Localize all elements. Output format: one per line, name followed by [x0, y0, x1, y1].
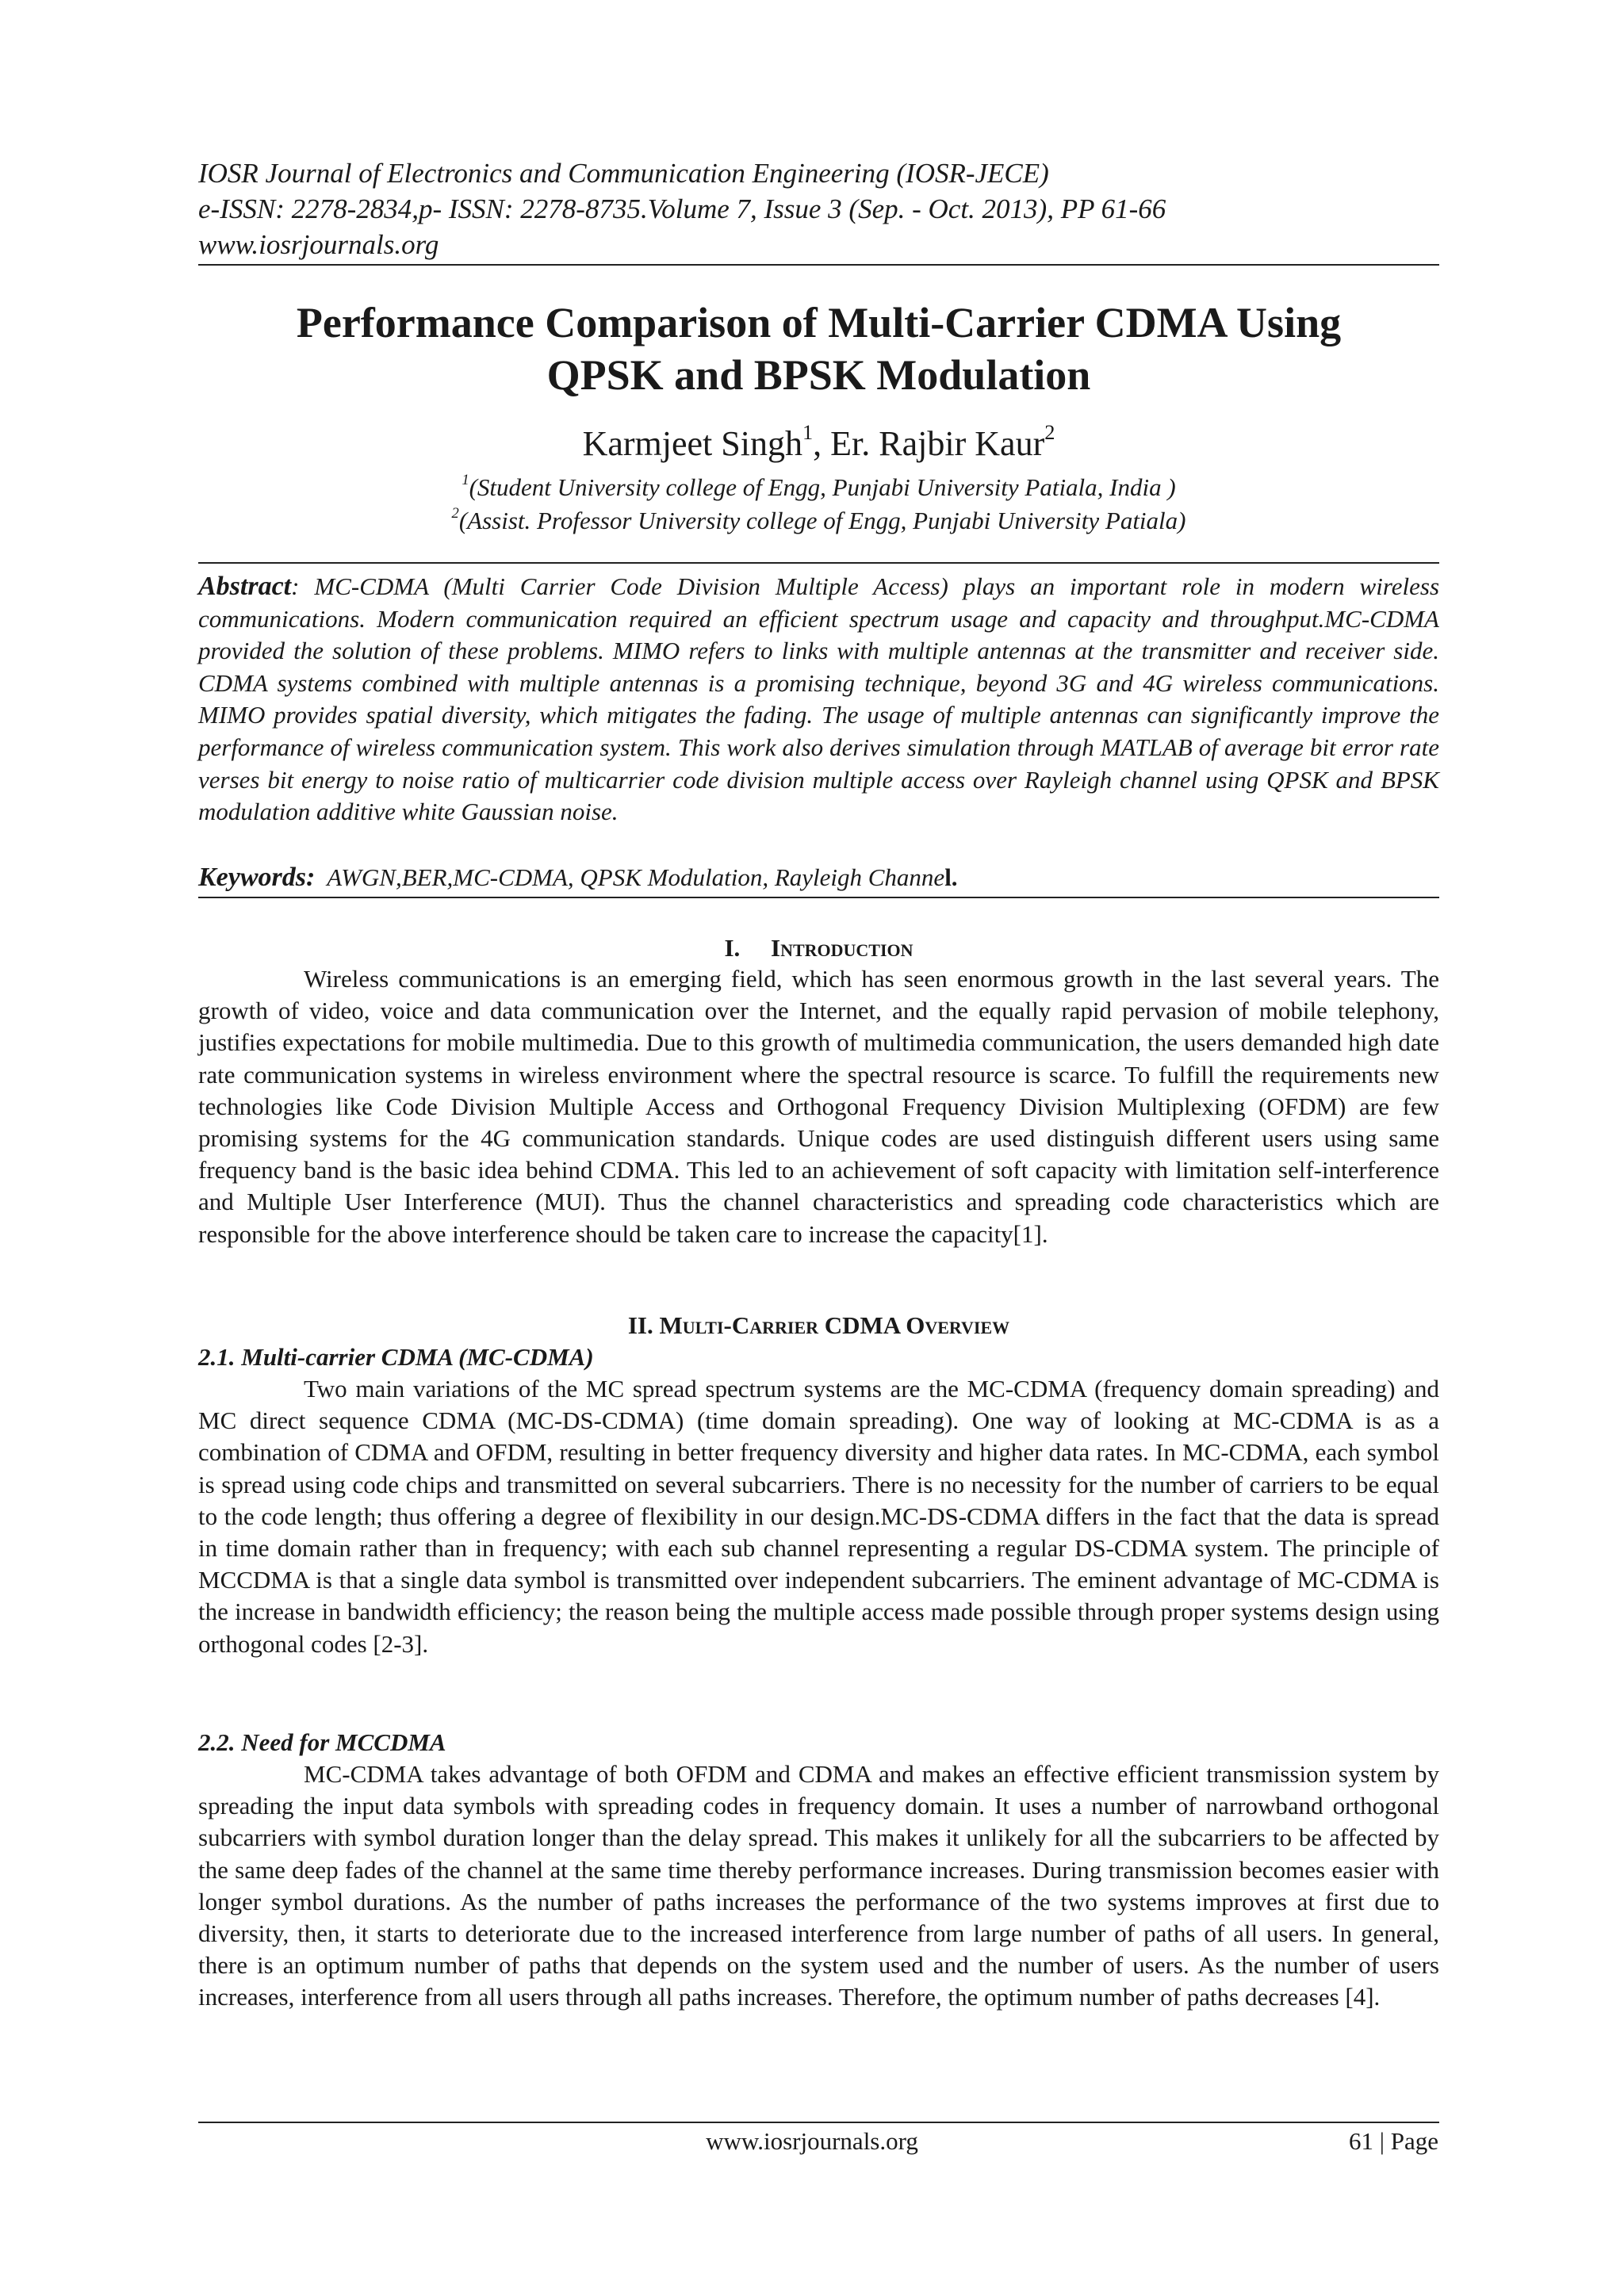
footer-url: www.iosrjournals.org [706, 2127, 918, 2155]
section-1-number: I. [724, 934, 741, 962]
keywords-tail: l. [944, 863, 958, 891]
abstract-rule-top [198, 562, 1439, 564]
abstract [198, 571, 1439, 828]
keywords-label: Keywords: [198, 863, 316, 892]
journal-header [198, 155, 1435, 262]
affiliation-1-text: (Student University college of Engg, Punjabi University Patiala, India ) [469, 473, 1176, 501]
affiliation-1 [198, 472, 1439, 503]
abstract-colon: : [291, 572, 315, 600]
affiliation-2-sup: 2 [451, 504, 459, 522]
title-line-1: Performance Comparison of Multi-Carrier CDMA Using [296, 299, 1342, 346]
author-list [198, 422, 1439, 466]
author-1-sup: 1 [802, 420, 814, 445]
author-2-sup: 2 [1044, 420, 1055, 445]
subsection-2-1-title: 2.1. Multi-carrier CDMA (MC-CDMA) [198, 1343, 594, 1371]
abstract-rule-bottom [198, 897, 1439, 898]
section-2-title: Multi-Carrier CDMA Overview [659, 1311, 1010, 1339]
section-1-heading [198, 932, 1439, 964]
footer-rule [198, 2122, 1439, 2123]
affiliation-1-sup: 1 [462, 471, 469, 488]
section-2-number: II. [627, 1311, 653, 1339]
abstract-text: MC-CDMA (Multi Carrier Code Division Multiple Access) plays an important role in modern wireless communications. Modern communication required an efficient spectrum usage and capacity and throughput.MC-CDMA provided the solution of these problems. MIMO refers to links with multiple antennas at the transmitter and receiver side. CDMA systems combined with multiple antennas is a promising technique, beyond 3G and 4G wireless communications. MIMO provides spatial diversity, which mitigates the fading. The usage of multiple antennas can significantly improve the performance of wireless communication system. This work also derives simulation through MATLAB of average bit error rate verses bit energy to noise ratio of multicarrier code division multiple access over Rayleigh channel using QPSK and BPSK modulation additive white Gaussian noise. [198, 572, 1440, 826]
subsection-2-2-paragraph: MC-CDMA takes advantage of both OFDM and CDMA and makes an effective efficient transmission system by spreading the input data symbols with spreading codes in frequency domain. It uses a number of narrowband orthogonal subcarriers with symbol duration longer than the delay spread. This makes it unlikely for all the subcarriers to be affected by the same deep fades of the channel at the same time thereby performance increases. During transmission becomes easier with longer symbol durations. As the number of paths increases the performance of the two systems improves at first due to diversity, then, it starts to deteriorate due to the increased interference from large number of paths of all users. In general, there is an optimum number of paths that depends on the system used and the number of users. As the number of users increases, interference from all users through all paths increases. Therefore, the optimum number of paths decreases [4]. [198, 1760, 1439, 2011]
journal-name: IOSR Journal of Electronics and Communication Engineering (IOSR-JECE) [198, 158, 1049, 189]
affiliation-2-text: (Assist. Professor University college of Engg, Punjabi University Patiala) [458, 507, 1186, 534]
journal-issn: e-ISSN: 2278-2834,p- ISSN: 2278-8735.Volume 7, Issue 3 (Sep. - Oct. 2013), PP 61-66 [198, 193, 1166, 224]
keywords-text: AWGN,BER,MC-CDMA, QPSK Modulation, Rayleigh Channe [327, 863, 945, 891]
affiliation-2 [198, 505, 1439, 537]
author-1-name: Karmjeet Singh [582, 424, 802, 463]
subsection-2-2-title: 2.2. Need for MCCDMA [198, 1728, 446, 1756]
abstract-label: Abstract [198, 572, 292, 601]
title-line-2: QPSK and BPSK Modulation [546, 351, 1091, 399]
paper-title [198, 297, 1439, 401]
footer-page-number: 61 | Page [1349, 2127, 1438, 2155]
subsection-2-1-paragraph: Two main variations of the MC spread spectrum systems are the MC-CDMA (frequency domain spreading) and MC direct sequence CDMA (MC-DS-CDMA) (time domain spreading). One way of looking at MC-CDMA is as a combination of CDMA and OFDM, resulting in better frequency diversity and higher data rates. In MC-CDMA, each symbol is spread using code chips and transmitted on several subcarriers. There is no necessity for the number of carriers to be equal to the code length; thus offering a degree of flexibility in our design.MC-DS-CDMA differs in the fact that the data is spread in time domain rather than in frequency; with each sub channel representing a regular DS-CDMA system. The principle of MCCDMA is that a single data symbol is transmitted over independent subcarriers. The eminent advantage of MC-CDMA is the increase in bandwidth efficiency; the reason being the multiple access made possible through proper systems design using orthogonal codes [2-3]. [198, 1375, 1439, 1658]
author-2-name: Rajbir Kaur [879, 424, 1045, 463]
author-separator: , Er. [813, 424, 879, 463]
keywords [198, 861, 1439, 894]
section-1-paragraph: Wireless communications is an emerging field, which has seen enormous growth in the last several years. The growth of video, voice and data communication over the Internet, and the equally rapid pervasion of mobile telephony, justifies expectations for mobile multimedia. Due to this growth of multimedia communication, the users demanded high date rate communication systems in wireless environment where the spectral resource is scarce. To fulfill the requirements new technologies like Code Division Multiple Access and Orthogonal Frequency Division Multiplexing (OFDM) are few promising systems for the 4G communication standards. Unique codes are used distinguish different users using same frequency band is the basic idea behind CDMA. This led to an achievement of soft capacity with limitation self-interference and Multiple User Interference (MUI). Thus the channel characteristics and spreading code characteristics which are responsible for the above interference should be taken care to increase the capacity[1]. [198, 965, 1439, 1248]
journal-website: www.iosrjournals.org [198, 229, 439, 260]
section-2-heading [198, 1310, 1439, 1341]
header-rule [198, 264, 1439, 266]
section-1-title: Introduction [771, 934, 914, 962]
